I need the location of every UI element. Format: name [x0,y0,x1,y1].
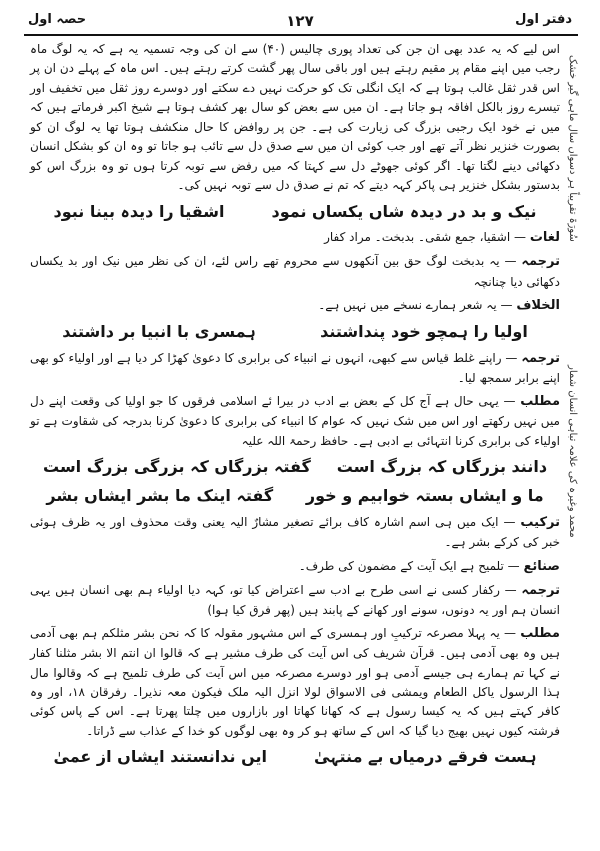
verse-couplet [30,744,560,770]
paragraph: ترجمہ — رکفار کسی نے اسی طرح بے ادب سے اعتراض کیا تو، کہہ دیا اولیاء ہم بھی انسان ہیں یہی انسان ہم اور یہ دونوں، سونے اور کھانے کے پابند ہیں (پھر فرق کیا ہوا) [30,582,560,617]
section-label: ترجمہ [521,350,560,366]
paragraph-text: یہ شعر ہمارے نسخے میں نہیں ہے۔ [318,297,497,312]
paragraph-text: یہ پہلا مصرعہ ترکیبِ اور ہمسری کے اس مشہور مقولہ کا کہ نحن بشر مثلکم ہم بھی آدمی ہیں وہ بھی آدمی ہیں۔ قرآن شریف کی اس آیت کی طرف مشیر ہے کہ قالوا ان انتم الا بشر مثلنا کفار نے کہا تم ہمارے ہی جیسے آدمی ہو اور دوسرے مصرعہ میں اس آیت کی طرف تلمیح ہے کہ وقالوا مال ہذا الرسول یاکل الطعام ویمشی فی الاسواق لولا انزل الیہ ملک فیکون معہ نذیرا۔ رفرقان ۱۸، اور وہ کافر کہتے ہیں کہ یہ کیسا رسول ہے کہ کھانا کھاتا اور بازاروں میں چلتا پھرتا ہے۔ اس کے پاس کوئی فرشتہ کیوں نہیں بھیج دیا گیا کہ اس کے ساتھ ہو کر وہ بھی لوگوں کو خدا کے عذاب سے ڈراتا۔ [30,626,560,738]
verse-couplet [30,454,560,480]
paragraph-text: اشقیا، جمع شقی۔ بدبخت۔ مراد کفار [324,230,511,245]
section-label: صنائع [523,558,560,574]
verse-hemistich: نیک و بد در دیدہ شاں یکساں نمود [271,201,537,221]
margin-note: سُورَۃ تقریباً ہر دسواں سال ماہی گیر خشک [567,55,578,242]
verse-hemistich: ما و ایشاں بستہ خوابیم و خور [305,486,544,506]
verse-hemistich: ایں ندانستند ایشاں از عمیٰ [53,747,267,767]
paragraph-text: یہ بدبخت لوگ حق بین آنکھوں سے محروم تھے راس لئے، ان کی نظر میں نیک اور بد یکساں دکھائی دیا چنانچہ [30,254,560,289]
section-label: مطلب [520,626,560,642]
paragraph-text: اس لیے کہ یہ عدد بھی ان جن کی تعداد پوری چالیس (۴۰) سے ان کی وجہ تسمیہ یہ ہے کہ یہ لوگ ماہ رجب میں اپنے مقام پر مقیم رہتے ہیں اور باقی سال پھر گشت کرتے رہتے ہیں۔ اس ماہ کے پہلے دن ان پر اس قدر ثقل غالب ہوتا ہے کہ ایک انگلی تک کو حرکت نہیں دے سکتے اور دوسرے روز ثقل میں تخفیف اور تیسرے روز بالکل افاقہ ہو جاتا ہے۔ ان میں سے بعض کو سال بھر کشف ہوتا ہے شیخ اکبر فرماتے ہیں کہ میں نے خود ایک رجبی بزرگ کی زیارت کی ہے۔ جن پر روافض کا حال منکشف ہوتا تھا یہ لوگ ان کو بصورت خنزیر نظر آتے تھے اور جب کوئی ان میں سے صدق دل سے تائب ہو جاتا تو وہ ان کو بشکل انسان دکھائی دینے لگتا تھا۔ اگر کوئی جھوٹے دل سے کہتا کہ میں رفض سے توبہ کرتا ہوں تو وہ بزرگ اس کو بدستور بشکل خنزیر ہی پاکر کہہ دیتے کہ تم نے صدق دل سے توبہ نہیں کی۔ [30,42,560,193]
paragraph-text: یہی حال ہے آج کل کے بعض بے ادب در بیرا ئے اسلامی فرقوں کا جو اولیا کی وقعت اپنے دل میں نہیں رکھتے اور اس میں شک نہیں کہ عوام کا انبیاء کی برابری کا دعویٰ کرنا بدرجہ کی شقاوت ہے تو اولیاء کی برابری کرنا انتہائی بے ادبی ہے۔ حافظ رحمۃ اللہ علیہ [30,394,560,448]
paragraph: لغات — اشقیا، جمع شقی۔ بدبخت۔ مراد کفار [324,230,560,246]
paragraph: ترکیب — ایک میں ہی اسم اشارہ کاف برائے تصغیر مشارٌ الیہ یعنی وقت محذوف اور یہ ظرف ہوئی خبر کی کرکے بشر ہے۔ [30,515,560,550]
header-rule [24,34,578,36]
paragraph: ترجمہ — راپنے غلط قیاس سے کبھی، انہوں نے انبیاء کی برابری کا دعویٰ کھڑا کر دیا ہے اور اولیاء کو بھی اپنے برابر سمجھ لیا۔ [30,350,560,385]
paragraph: صنائع — تلمیح ہے ایک آیت کے مضمون کی طرف۔ [298,558,560,574]
paragraph: ترجمہ — یہ بدبخت لوگ حق بین آنکھوں سے محروم تھے راس لئے، ان کی نظر میں نیک اور بد یکساں دکھائی دیا چنانچہ [30,254,560,289]
header-part-label: حصہ اول [28,12,87,27]
running-header [22,10,578,36]
verse-hemistich: گفتہ بزرگاں کہ بزرگی بزرگ است [43,457,311,477]
verse-hemistich: ہست فرقے درمیاں بے منتہیٰ [313,747,537,767]
paragraph-text: تلمیح ہے ایک آیت کے مضمون کی طرف۔ [298,558,504,573]
verse-hemistich: اولیا را ہمچو خود پنداشتند [320,321,528,341]
verse-hemistich: ہمسری با انبیا بر داشتند [62,321,256,341]
paragraph-text: رکفار کسی نے اسی طرح بے ادب سے اعتراض کیا تو، کہہ دیا اولیاء ہم بھی انسان ہیں یہی انسان ہم اور یہ دونوں، سونے اور کھانے کے پابند ہیں (پھر فرق کیا ہوا) [30,582,560,617]
paragraph [30,40,560,196]
paragraph: مطلب — یہ پہلا مصرعہ ترکیبِ اور ہمسری کے اس مشہور مقولہ کا کہ نحن بشر مثلکم ہم بھی آدمی ہیں وہ بھی آدمی ہیں۔ قرآن شریف کی اس آیت کی طرف مشیر ہے کہ قالوا ان انتم الا بشر مثلنا کفار نے کہا تم ہمارے ہی جیسے آدمی ہو اور دوسرے مصرعہ میں اس آیت کی طرف تلمیح ہے کہ وقالوا مال ہذا الرسول یاکل الطعام ویمشی فی الاسواق لولا انزل الیہ ملک فیکون معہ نذیرا۔ رفرقان ۱۸، اور وہ کافر کہتے ہیں کہ یہ کیسا رسول ہے کہ کھانا کھاتا اور بازاروں میں چلتا پھرتا ہے۔ اس کے پاس کوئی فرشتہ کیوں نہیں بھیج دیا گیا کہ اس کے ساتھ ہو کر وہ بھی لوگوں کو خدا کے عذاب سے ڈراتا۔ [30,626,560,738]
verse-couplet [30,199,560,225]
section-label: الخلاف [516,297,560,313]
margin-note: محمد وغیرہ کی علامہ تباہی انسان شمار [567,365,578,538]
verse-hemistich: اشقیا را دیدہ بینا نبود [53,201,225,221]
section-label: ترکیب [520,515,560,531]
section-label: ترجمہ [521,582,560,598]
section-label: ترجمہ [521,254,560,270]
section-label: مطلب [520,394,560,410]
header-book-label: دفتر اول [515,12,572,27]
verse-hemistich: گفتہ اینک ما بشر ایشاں بشر [46,486,274,506]
verse-couplet [30,483,560,509]
paragraph-text: ایک میں ہی اسم اشارہ کاف برائے تصغیر مشارٌ الیہ یعنی وقت محذوف اور یہ ظرف ہوئی خبر کی کرکے بشر ہے۔ [30,515,560,550]
page-body [30,40,560,845]
verse-couplet [30,319,560,345]
page-number: ۱۲۷ [286,12,314,30]
paragraph-text: راپنے غلط قیاس سے کبھی، انہوں نے انبیاء کی برابری کا دعویٰ کھڑا کر دیا ہے اور اولیاء کو بھی اپنے برابر سمجھ لیا۔ [30,350,560,385]
paragraph: مطلب — یہی حال ہے آج کل کے بعض بے ادب در بیرا ئے اسلامی فرقوں کا جو اولیا کی وقعت اپنے دل میں نہیں رکھتے اور اس میں شک نہیں کہ عوام کا انبیاء کی برابری کا دعویٰ کرنا بدرجہ کی شقاوت ہے تو اولیاء کی برابری کرنا انتہائی بے ادبی ہے۔ حافظ رحمۃ اللہ علیہ [30,394,560,448]
verse-hemistich: دانند بزرگاں کہ بزرگ است [336,457,548,477]
paragraph: الخلاف — یہ شعر ہمارے نسخے میں نہیں ہے۔ [318,297,560,313]
section-label: لغات [529,230,560,246]
